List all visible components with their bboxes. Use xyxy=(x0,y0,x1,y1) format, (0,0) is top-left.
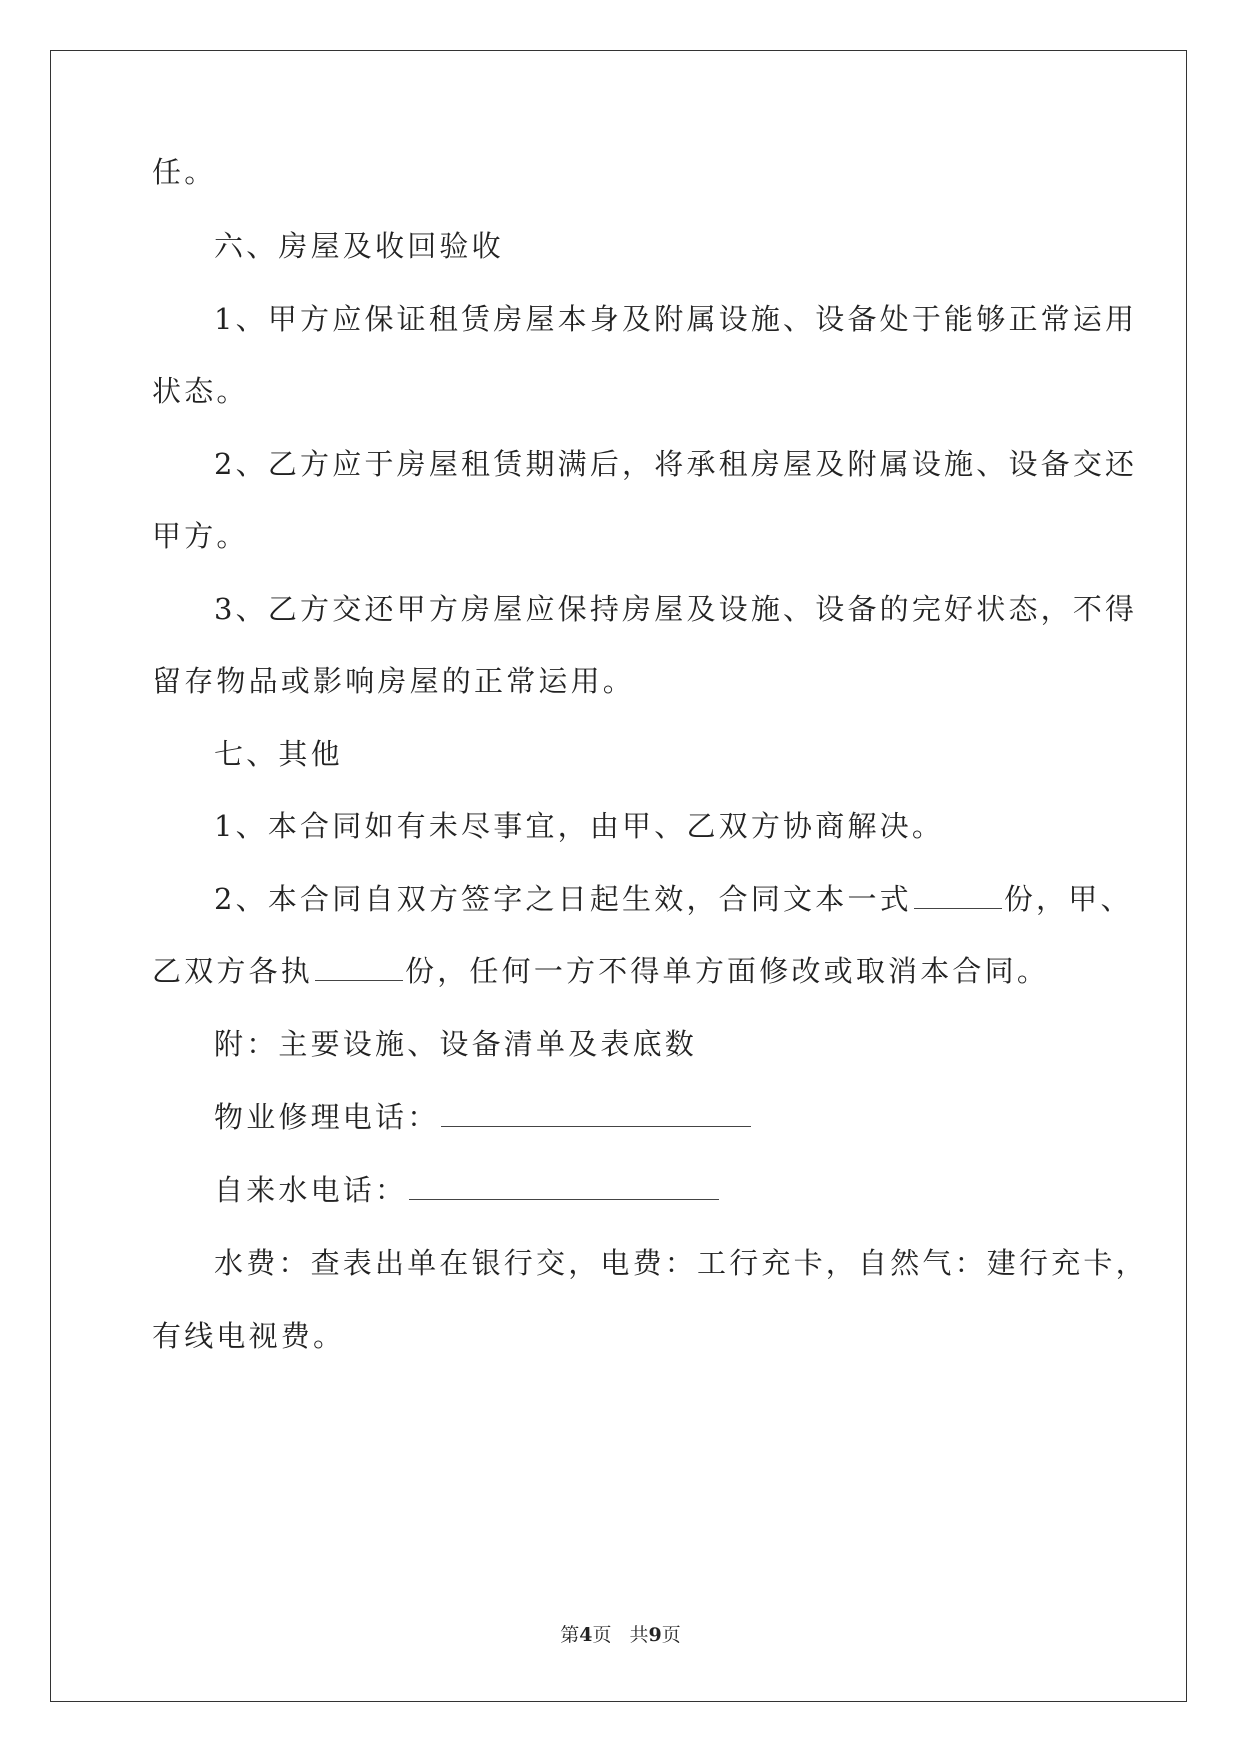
clause-7-2-text-c: 乙双方各执 xyxy=(152,954,314,988)
section-heading-6: 六、房屋及收回验收 xyxy=(214,229,504,263)
water-phone-label: 自来水电话： xyxy=(214,1173,408,1207)
property-phone-line xyxy=(214,1097,753,1137)
footer-page-number: 4 xyxy=(579,1624,593,1646)
footer-prefix: 第 xyxy=(560,1624,580,1646)
property-phone-label: 物业修理电话： xyxy=(214,1100,440,1134)
fees-line-2: 有线电视费。 xyxy=(152,1319,346,1353)
clause-7-2-text-d: 份，任何一方不得单方面修改或取消本合同。 xyxy=(405,954,1050,988)
clause-6-2-line-2: 甲方。 xyxy=(152,519,249,553)
clause-6-3-line-1: 3、乙方交还甲方房屋应保持房屋及设施、设备的完好状态，不得 xyxy=(214,592,1138,626)
copies-each-blank xyxy=(315,979,403,981)
appendix-line: 附：主要设施、设备清单及表底数 xyxy=(214,1027,698,1061)
page-footer xyxy=(0,1623,1241,1647)
page-border xyxy=(50,50,1187,1702)
property-phone-blank xyxy=(441,1125,751,1127)
footer-total-prefix: 共 xyxy=(629,1624,649,1646)
clause-7-2-text-a: 2、本合同自双方签字之日起生效，合同文本一式 xyxy=(214,882,912,916)
clause-7-2-line-2 xyxy=(152,951,1049,991)
clause-7-2-text-b: 份，甲、 xyxy=(1003,882,1133,916)
footer-total-pages: 9 xyxy=(648,1624,662,1646)
clause-7-1: 1、本合同如有未尽事宜，由甲、乙双方协商解决。 xyxy=(214,809,945,843)
clause-7-2-line-1 xyxy=(214,879,1133,919)
clause-6-3-line-2: 留存物品或影响房屋的正常运用。 xyxy=(152,664,636,698)
water-phone-line xyxy=(214,1170,721,1210)
water-phone-blank xyxy=(409,1198,719,1200)
footer-total-suffix: 页 xyxy=(661,1624,681,1646)
clause-6-1-line-2: 状态。 xyxy=(152,374,249,408)
footer-page-suffix: 页 xyxy=(592,1624,612,1646)
clause-6-2-line-1: 2、乙方应于房屋租赁期满后，将承租房屋及附属设施、设备交还 xyxy=(214,447,1138,481)
text-line-1: 任。 xyxy=(152,155,217,189)
copies-total-blank xyxy=(914,907,1002,909)
clause-6-1-line-1: 1、甲方应保证租赁房屋本身及附属设施、设备处于能够正常运用 xyxy=(214,302,1138,336)
section-heading-7: 七、其他 xyxy=(214,737,343,771)
fees-line-1: 水费：查表出单在银行交，电费：工行充卡，自然气：建行充卡， xyxy=(214,1246,1148,1280)
